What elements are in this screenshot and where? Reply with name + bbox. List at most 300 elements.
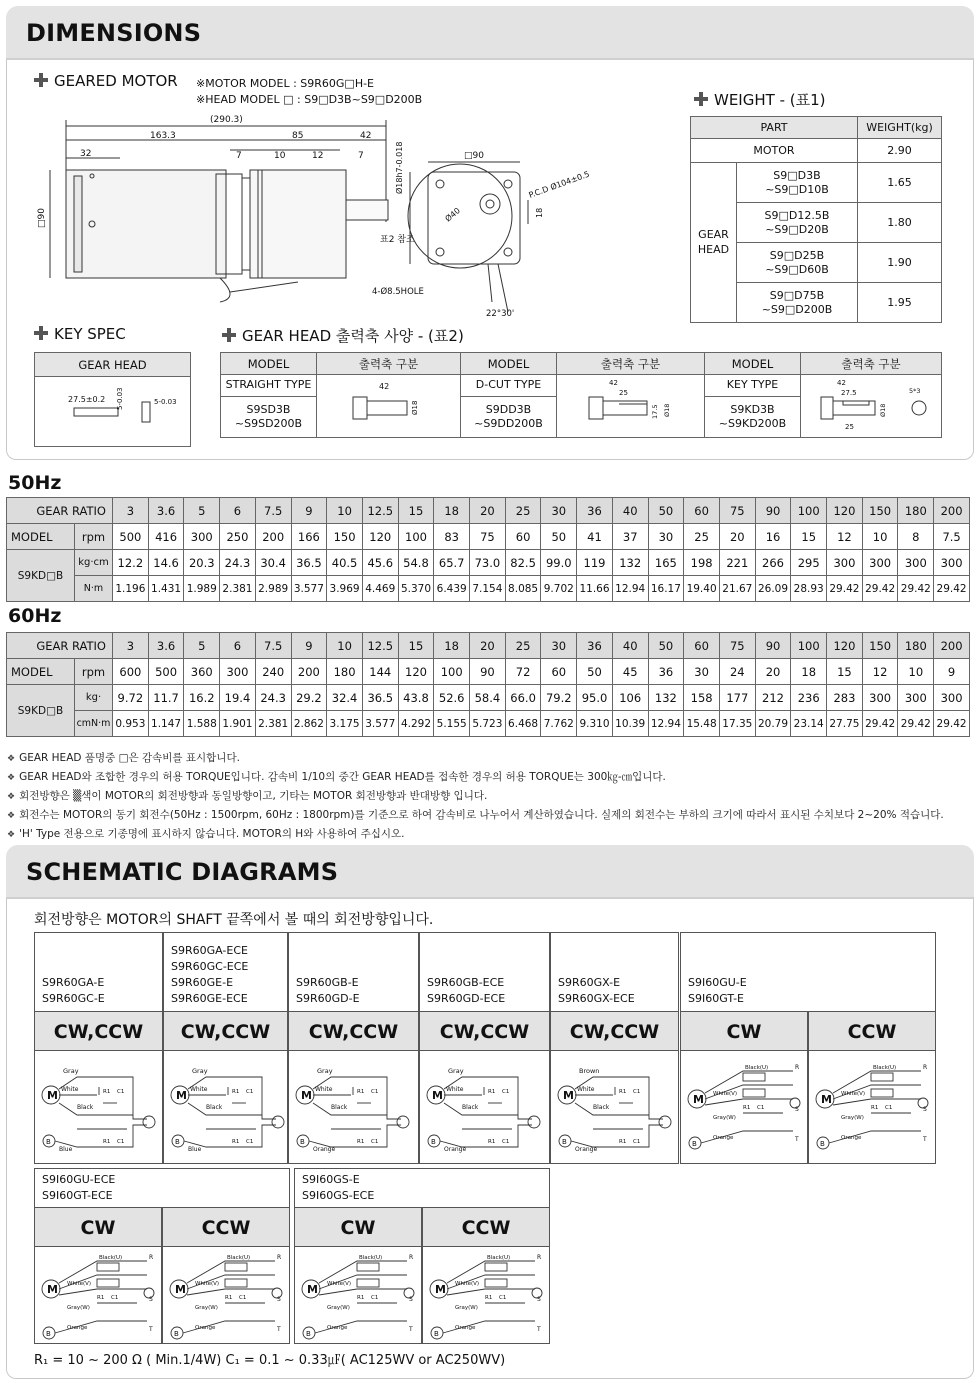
- svg-text:R1: R1: [743, 1105, 751, 1111]
- wiring-diagram-3phase: [165, 1249, 289, 1345]
- svg-text:R1: R1: [619, 1139, 627, 1145]
- gear-spec-col-type: 출력축 구분: [317, 353, 461, 375]
- motor-model-line: ※MOTOR MODEL : S9R60G□H-E: [196, 77, 375, 90]
- direction-label: CW,CCW: [288, 1011, 419, 1051]
- torque-cell: 52.6: [434, 685, 470, 711]
- gear-ratio-cell: 180: [898, 633, 934, 659]
- dim-12: 12: [312, 151, 324, 161]
- weight-motor-label: MOTOR: [691, 139, 858, 163]
- gear-ratio-cell: 6: [220, 633, 256, 659]
- svg-text:B: B: [175, 1138, 180, 1146]
- rpm-cell: 30: [648, 524, 684, 550]
- svg-text:Gray: Gray: [448, 1067, 464, 1075]
- wiring-diagram-3phase: [683, 1059, 807, 1155]
- torque-cell: 30.4: [255, 550, 291, 576]
- svg-text:Blue: Blue: [59, 1146, 73, 1153]
- torque-nm-cell: 1.196: [113, 576, 149, 602]
- gear-models-straight: S9SD3B ~S9SD200B: [221, 397, 317, 437]
- svg-text:White(V): White(V): [327, 1281, 352, 1287]
- torque-nm-cell: 3.577: [291, 576, 327, 602]
- svg-text:White: White: [61, 1086, 79, 1093]
- gear-ratio-cell: 10: [327, 633, 363, 659]
- torque-cell: 12.2: [113, 550, 149, 576]
- gear-ratio-cell: 10: [327, 498, 363, 524]
- note-4: ❖ 회전수는 MOTOR의 동기 회전수(50Hz : 1500rpm, 60Hz : 1800rpm)를 기준으로 하여 감속비로 나누어서 계산하였습니다. 실제의 회전수는 부하의 크기에 따라서 표시된 수치보다 2~20% 적습니다.: [7, 807, 944, 822]
- torque-unit-1: kg·cm: [75, 550, 113, 576]
- gear-ratio-cell: 100: [791, 498, 827, 524]
- dimensions-header: [6, 6, 974, 60]
- gear-spec-col-model: MODEL: [705, 353, 801, 375]
- torque-cell: 79.2: [541, 685, 577, 711]
- dim-42: 42: [360, 131, 372, 141]
- hz50-table: [6, 497, 970, 602]
- svg-text:M: M: [176, 1089, 187, 1102]
- svg-text:R1: R1: [488, 1139, 496, 1145]
- wiring-diagram-3phase: [811, 1059, 935, 1155]
- torque-cell: 29.2: [291, 685, 327, 711]
- direction-label: CW,CCW: [550, 1011, 679, 1051]
- gear-ratio-cell: 30: [541, 498, 577, 524]
- hz50-title: 50Hz: [8, 472, 62, 494]
- rpm-cell: 166: [291, 524, 327, 550]
- rpm-cell: 150: [327, 524, 363, 550]
- torque-nm-cell: 2.381: [220, 576, 256, 602]
- footer-spec: R₁ = 10 ~ 200 Ω ( Min.1/4W) C₁ = 0.1 ~ 0.33㎌( AC125WV or AC250WV): [34, 1353, 506, 1368]
- rpm-cell: 12: [827, 524, 863, 550]
- svg-text:Black(U): Black(U): [359, 1255, 383, 1261]
- dim-angle: 22°30': [486, 309, 515, 319]
- direction-label-ccw: CCW: [808, 1011, 936, 1051]
- svg-text:B: B: [306, 1330, 311, 1338]
- svg-text:White(V): White(V): [67, 1281, 92, 1287]
- wiring-diagram-3phase: [297, 1249, 421, 1345]
- schematic-cell: [294, 1246, 422, 1344]
- torque-nm-cell: 29.42: [898, 711, 934, 737]
- dim-32: 32: [80, 149, 92, 159]
- torque-cell: 165: [648, 550, 684, 576]
- svg-text:T: T: [795, 1136, 799, 1143]
- torque-cell: 99.0: [541, 550, 577, 576]
- svg-text:Ø18: Ø18: [879, 403, 887, 417]
- note-3: ❖ 회전방향은 ▒색이 MOTOR의 회전방향과 동일방향이고, 기타는 MOTOR 회전방향과 반대방향 입니다.: [7, 788, 487, 803]
- svg-text:Gray(W): Gray(W): [195, 1305, 218, 1311]
- torque-nm-cell: 29.42: [898, 576, 934, 602]
- torque-nm-cell: 3.175: [327, 711, 363, 737]
- torque-cell: 20.3: [184, 550, 220, 576]
- svg-text:R1: R1: [103, 1089, 111, 1095]
- svg-text:R1: R1: [225, 1295, 233, 1301]
- wiring-diagram: [291, 1059, 415, 1155]
- svg-text:R1: R1: [232, 1139, 240, 1145]
- gear-ratio-cell: 12.5: [362, 633, 398, 659]
- gear-ratio-cell: 20: [470, 498, 506, 524]
- torque-cell: 24.3: [220, 550, 256, 576]
- weight-row-model: S9□D3B ~S9□D10B: [737, 163, 858, 203]
- gear-type-dcut: D-CUT TYPE: [461, 375, 557, 397]
- svg-text:Ø18: Ø18: [410, 400, 419, 415]
- torque-cell: 58.4: [470, 685, 506, 711]
- rpm-cell: 500: [148, 659, 184, 685]
- torque-cell: 236: [791, 685, 827, 711]
- torque-nm-cell: 6.439: [434, 576, 470, 602]
- gear-ratio-cell: 5: [184, 498, 220, 524]
- gear-ratio-label: GEAR RATIO: [7, 498, 113, 524]
- schematic-cell: [550, 1050, 679, 1164]
- dim-7b: 7: [358, 151, 364, 161]
- svg-text:C1: C1: [633, 1089, 641, 1095]
- rpm-cell: 90: [470, 659, 506, 685]
- torque-cell: 16.2: [184, 685, 220, 711]
- schematic-cell: [34, 1050, 163, 1164]
- svg-text:C1: C1: [239, 1295, 247, 1301]
- weight-table: [690, 116, 942, 323]
- gear-ratio-label: GEAR RATIO: [7, 633, 113, 659]
- model-box: S9I60GS-E S9I60GS-ECE: [294, 1168, 550, 1208]
- rpm-cell: 60: [505, 524, 541, 550]
- gear-ratio-cell: 6: [220, 498, 256, 524]
- gear-ratio-cell: 25: [505, 498, 541, 524]
- key-spec-table: [34, 352, 191, 447]
- svg-text:Gray: Gray: [63, 1067, 79, 1075]
- gear-ratio-cell: 150: [862, 633, 898, 659]
- svg-text:27.5±0.2: 27.5±0.2: [67, 394, 105, 404]
- svg-text:R1: R1: [357, 1295, 365, 1301]
- torque-nm-cell: 8.085: [505, 576, 541, 602]
- torque-cell: 300: [934, 550, 970, 576]
- svg-text:Gray(W): Gray(W): [67, 1305, 90, 1311]
- gear-spec-title: GEAR HEAD 출력축 사양 - (표2): [222, 325, 464, 346]
- rpm-cell: 7.5: [934, 524, 970, 550]
- model-box: S9I60GU-E S9I60GT-E: [680, 932, 936, 1012]
- svg-text:42: 42: [608, 379, 618, 387]
- torque-nm-cell: 28.93: [791, 576, 827, 602]
- torque-cell: 119: [577, 550, 613, 576]
- rpm-cell: 120: [362, 524, 398, 550]
- svg-text:S: S: [923, 1106, 927, 1113]
- note-5: ❖ 'H' Type 전용으로 기종명에 표시하지 않습니다. MOTOR의 H와 사용하여 주십시오.: [7, 826, 405, 841]
- svg-text:White(V): White(V): [455, 1281, 480, 1287]
- torque-nm-cell: 7.154: [470, 576, 506, 602]
- svg-text:C1: C1: [633, 1139, 641, 1145]
- rpm-cell: 15: [791, 524, 827, 550]
- model-box: S9R60GA-ECE S9R60GC-ECE S9R60GE-E S9R60GE-ECE: [163, 932, 288, 1012]
- rpm-label: rpm: [75, 659, 113, 685]
- svg-text:5-0.03: 5-0.03: [153, 397, 177, 406]
- rpm-cell: 9: [934, 659, 970, 685]
- torque-nm-cell: 3.969: [327, 576, 363, 602]
- rpm-cell: 50: [541, 524, 577, 550]
- model-label: MODEL: [7, 659, 75, 685]
- svg-text:B: B: [692, 1140, 697, 1148]
- model-box: S9I60GU-ECE S9I60GT-ECE: [34, 1168, 290, 1208]
- torque-cell: 300: [862, 550, 898, 576]
- gear-ratio-cell: 3.6: [148, 633, 184, 659]
- gear-models-key: S9KD3B ~S9KD200B: [705, 397, 801, 437]
- gear-ratio-cell: 18: [434, 498, 470, 524]
- dimensions-title: DIMENSIONS: [26, 19, 202, 47]
- svg-text:R1: R1: [488, 1089, 496, 1095]
- svg-text:C1: C1: [502, 1089, 510, 1095]
- svg-text:Gray(W): Gray(W): [455, 1305, 478, 1311]
- plus-icon: [34, 73, 48, 87]
- gear-spec-table: [220, 352, 942, 438]
- gear-ratio-cell: 40: [612, 498, 648, 524]
- rpm-cell: 72: [505, 659, 541, 685]
- svg-text:Orange: Orange: [195, 1325, 216, 1331]
- svg-text:Black(U): Black(U): [99, 1255, 123, 1261]
- rpm-cell: 20: [755, 659, 791, 685]
- rpm-cell: 24: [719, 659, 755, 685]
- svg-text:C1: C1: [246, 1089, 254, 1095]
- torque-nm-cell: 2.381: [255, 711, 291, 737]
- svg-text:S: S: [537, 1296, 541, 1303]
- svg-text:R: R: [277, 1254, 282, 1261]
- torque-cell: 43.8: [398, 685, 434, 711]
- torque-nm-cell: 1.431: [148, 576, 184, 602]
- torque-nm-cell: 26.09: [755, 576, 791, 602]
- svg-text:5*3: 5*3: [909, 387, 921, 395]
- torque-nm-cell: 1.989: [184, 576, 220, 602]
- torque-nm-cell: 16.17: [648, 576, 684, 602]
- note-1: ❖ GEAR HEAD 품명중 □은 감속비를 표시합니다.: [7, 750, 240, 765]
- dim-10: 10: [274, 151, 286, 161]
- gear-ratio-cell: 75: [719, 633, 755, 659]
- schematic-header: [6, 845, 974, 899]
- rpm-label: rpm: [75, 524, 113, 550]
- svg-text:C1: C1: [246, 1139, 254, 1145]
- svg-text:B: B: [434, 1330, 439, 1338]
- weight-col-weight: WEIGHT(kg): [858, 117, 942, 139]
- svg-text:C1: C1: [117, 1089, 125, 1095]
- svg-text:Gray(W): Gray(W): [841, 1115, 864, 1121]
- torque-nm-cell: 1.588: [184, 711, 220, 737]
- svg-text:Orange: Orange: [575, 1146, 598, 1153]
- torque-cell: 54.8: [398, 550, 434, 576]
- rpm-cell: 120: [398, 659, 434, 685]
- straight-shaft-drawing: [317, 375, 461, 438]
- torque-cell: 300: [898, 550, 934, 576]
- gear-ratio-cell: 3: [113, 633, 149, 659]
- svg-text:M: M: [435, 1283, 446, 1296]
- rpm-cell: 360: [184, 659, 220, 685]
- gear-ratio-cell: 9: [291, 633, 327, 659]
- gear-models-dcut: S9DD3B ~S9DD200B: [461, 397, 557, 437]
- svg-text:R: R: [409, 1254, 414, 1261]
- gear-ratio-cell: 15: [398, 633, 434, 659]
- torque-nm-cell: 11.66: [577, 576, 613, 602]
- torque-cell: 65.7: [434, 550, 470, 576]
- torque-nm-cell: 1.147: [148, 711, 184, 737]
- weight-row-value: 1.80: [858, 203, 942, 243]
- gear-ratio-cell: 200: [934, 498, 970, 524]
- dim-shaft: Ø18h7-0.018: [395, 141, 404, 194]
- gear-spec-col-type: 출력축 구분: [801, 353, 942, 375]
- torque-cell: 266: [755, 550, 791, 576]
- rpm-cell: 10: [898, 659, 934, 685]
- svg-text:M: M: [175, 1283, 186, 1296]
- rpm-cell: 75: [470, 524, 506, 550]
- torque-unit-2: N·m: [75, 576, 113, 602]
- svg-text:White(V): White(V): [841, 1091, 866, 1097]
- gear-ratio-cell: 12.5: [362, 498, 398, 524]
- svg-text:Black(U): Black(U): [227, 1255, 251, 1261]
- weight-row-model: S9□D25B ~S9□D60B: [737, 243, 858, 283]
- svg-text:White: White: [315, 1086, 333, 1093]
- torque-nm-cell: 19.40: [684, 576, 720, 602]
- torque-nm-cell: 7.762: [541, 711, 577, 737]
- svg-text:T: T: [277, 1326, 281, 1333]
- gear-ratio-cell: 5: [184, 633, 220, 659]
- svg-text:R: R: [795, 1064, 800, 1071]
- svg-text:T: T: [149, 1326, 153, 1333]
- svg-text:M: M: [47, 1283, 58, 1296]
- rpm-cell: 20: [719, 524, 755, 550]
- weight-row-model: S9□D12.5B ~S9□D20B: [737, 203, 858, 243]
- torque-cell: 300: [862, 685, 898, 711]
- torque-cell: 19.4: [220, 685, 256, 711]
- rpm-cell: 250: [220, 524, 256, 550]
- direction-label-cw: CW: [294, 1207, 422, 1247]
- gear-ratio-cell: 120: [827, 633, 863, 659]
- dim-85: 85: [292, 131, 304, 141]
- svg-text:C1: C1: [499, 1295, 507, 1301]
- svg-text:B: B: [562, 1138, 567, 1146]
- gear-ratio-cell: 15: [398, 498, 434, 524]
- svg-text:R1: R1: [97, 1295, 105, 1301]
- wiring-diagram: [166, 1059, 290, 1155]
- rpm-cell: 100: [434, 659, 470, 685]
- rpm-cell: 10: [862, 524, 898, 550]
- torque-nm-cell: 5.155: [434, 711, 470, 737]
- torque-cell: 66.0: [505, 685, 541, 711]
- gear-ratio-cell: 3.6: [148, 498, 184, 524]
- svg-text:S: S: [149, 1296, 153, 1303]
- rpm-cell: 50: [577, 659, 613, 685]
- schematic-title: SCHEMATIC DIAGRAMS: [26, 858, 339, 886]
- svg-text:Black: Black: [206, 1104, 223, 1111]
- direction-label: CW,CCW: [34, 1011, 163, 1051]
- torque-nm-cell: 10.39: [612, 711, 648, 737]
- torque-cell: 9.72: [113, 685, 149, 711]
- gear-ratio-cell: 40: [612, 633, 648, 659]
- rpm-cell: 15: [827, 659, 863, 685]
- weight-row-model: S9□D75B ~S9□D200B: [737, 283, 858, 323]
- torque-cell: 300: [827, 550, 863, 576]
- svg-text:B: B: [46, 1138, 51, 1146]
- torque-cell: 132: [648, 685, 684, 711]
- svg-text:Orange: Orange: [67, 1325, 88, 1331]
- schematic-cell: [162, 1246, 290, 1344]
- svg-text:B: B: [820, 1140, 825, 1148]
- torque-nm-cell: 0.953: [113, 711, 149, 737]
- plus-icon: [694, 92, 708, 106]
- gear-ratio-cell: 90: [755, 498, 791, 524]
- svg-text:R1: R1: [871, 1105, 879, 1111]
- model-name: S9KD□B: [7, 550, 75, 602]
- torque-nm-cell: 5.370: [398, 576, 434, 602]
- svg-text:C1: C1: [371, 1089, 379, 1095]
- torque-cell: 300: [934, 685, 970, 711]
- svg-text:42: 42: [837, 379, 846, 387]
- weight-row-value: 1.65: [858, 163, 942, 203]
- key-drawing: [38, 380, 188, 440]
- plus-icon: [34, 326, 48, 340]
- model-box: S9R60GA-E S9R60GC-E: [34, 932, 163, 1012]
- svg-text:42: 42: [378, 382, 389, 391]
- svg-text:27.5: 27.5: [841, 389, 857, 397]
- torque-nm-cell: 23.14: [791, 711, 827, 737]
- svg-text:C1: C1: [502, 1139, 510, 1145]
- gear-ratio-cell: 7.5: [255, 633, 291, 659]
- torque-nm-cell: 5.723: [470, 711, 506, 737]
- svg-text:Gray(W): Gray(W): [713, 1115, 736, 1121]
- svg-text:R: R: [923, 1064, 928, 1071]
- svg-text:Ø18: Ø18: [662, 403, 671, 417]
- schematic-cell: [419, 1050, 550, 1164]
- head-model-line: ※HEAD MODEL □ : S9□D3B~S9□D200B: [196, 93, 423, 106]
- torque-cell: 82.5: [505, 550, 541, 576]
- svg-text:C1: C1: [111, 1295, 119, 1301]
- dcut-shaft-drawing: [557, 375, 705, 438]
- gear-ratio-cell: 20: [470, 633, 506, 659]
- rpm-cell: 12: [862, 659, 898, 685]
- torque-cell: 32.4: [327, 685, 363, 711]
- rpm-cell: 180: [327, 659, 363, 685]
- svg-text:Black: Black: [77, 1104, 94, 1111]
- svg-text:R1: R1: [232, 1089, 240, 1095]
- svg-text:R1: R1: [357, 1089, 365, 1095]
- torque-cell: 177: [719, 685, 755, 711]
- torque-cell: 295: [791, 550, 827, 576]
- gear-spec-col-model: MODEL: [461, 353, 557, 375]
- gear-ratio-cell: 100: [791, 633, 827, 659]
- torque-nm-cell: 17.35: [719, 711, 755, 737]
- torque-cell: 24.3: [255, 685, 291, 711]
- direction-label: CW,CCW: [419, 1011, 550, 1051]
- schematic-cell: [34, 1246, 162, 1344]
- gear-spec-col-model: MODEL: [221, 353, 317, 375]
- dim-phi40: Ø40: [443, 206, 462, 224]
- key-shaft-drawing: [801, 375, 942, 438]
- svg-text:M: M: [821, 1093, 832, 1106]
- weight-title: WEIGHT - (표1): [694, 89, 826, 110]
- rpm-cell: 36: [648, 659, 684, 685]
- dim-ref: 표2 참조: [380, 235, 415, 245]
- svg-text:C1: C1: [757, 1105, 765, 1111]
- rpm-cell: 300: [184, 524, 220, 550]
- torque-nm-cell: 29.42: [934, 711, 970, 737]
- weight-motor-value: 2.90: [858, 139, 942, 163]
- dim-pcd: P.C.D Ø104±0.5: [527, 169, 591, 200]
- svg-text:Black: Black: [462, 1104, 479, 1111]
- rpm-cell: 25: [684, 524, 720, 550]
- key-spec-title: KEY SPEC: [34, 325, 126, 343]
- note-2: ❖ GEAR HEAD와 조합한 경우의 허용 TORQUE입니다. 감속비 1/10의 중간 GEAR HEAD를 접속한 경우의 허용 TORQUE는 300㎏-㎝입니다.: [7, 769, 666, 784]
- weight-row-value: 1.90: [858, 243, 942, 283]
- svg-text:Gray(W): Gray(W): [327, 1305, 350, 1311]
- wiring-diagram: [422, 1059, 546, 1155]
- torque-nm-cell: 12.94: [648, 711, 684, 737]
- svg-text:M: M: [301, 1089, 312, 1102]
- gear-ratio-cell: 18: [434, 633, 470, 659]
- svg-text:White: White: [446, 1086, 464, 1093]
- svg-text:Orange: Orange: [455, 1325, 476, 1331]
- torque-unit-2: cmN·m: [75, 711, 113, 737]
- gear-spec-col-type: 출력축 구분: [557, 353, 705, 375]
- torque-nm-cell: 2.989: [255, 576, 291, 602]
- torque-cell: 212: [755, 685, 791, 711]
- dim-sq90: □90: [37, 208, 47, 228]
